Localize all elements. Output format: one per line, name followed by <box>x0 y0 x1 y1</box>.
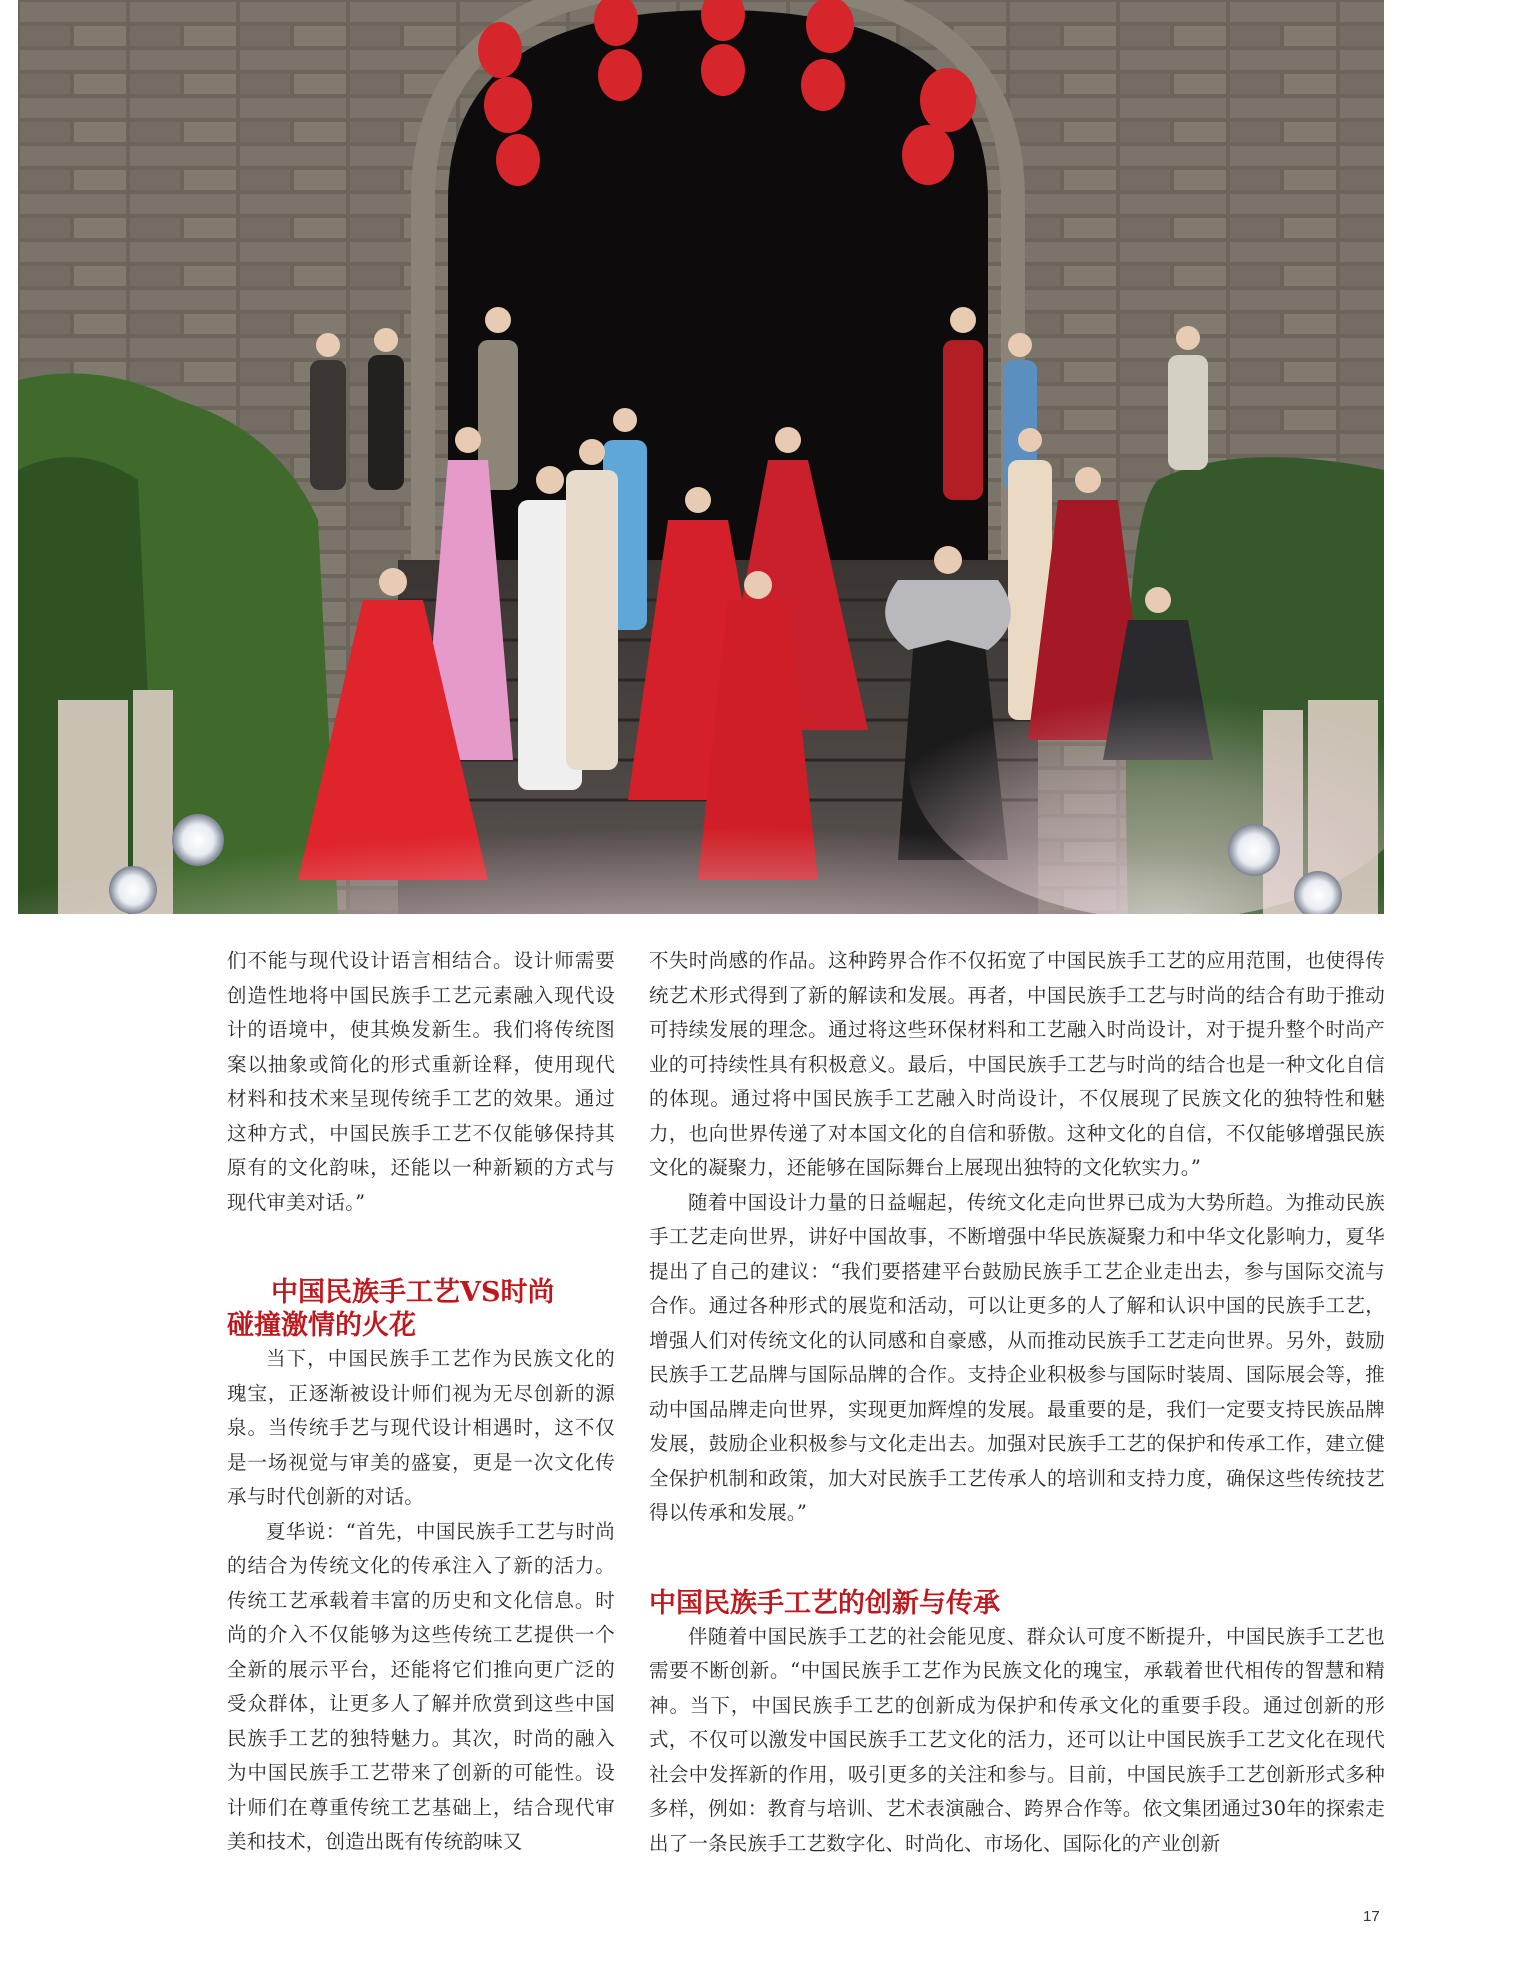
right-paragraph-2: 随着中国设计力量的日益崛起，传统文化走向世界已成为大势所趋。为推动民族手工艺走向世界，讲好中国故事，不断增强中华民族凝聚力和中华文化影响力，夏华提出了自己的建议：“我们要搭建平台鼓励民族手工艺企业走出去，参与国际交流与合作。通过各种形式的展览和活动，可以让更多的人了解和认识中国的民族手工艺，增强人们对传统文化的认同感和自豪感，从而推动民族手工艺走向世界。另外，鼓励民族手工艺品牌与国际品牌的合作。支持企业积极参与国际时装周、国际展会等，推动中国品牌走向世界，实现更加辉煌的发展。最重要的是，我们一定要支持民族品牌发展，鼓励企业积极参与文化走出去。加强对民族手工艺的保护和传承工作，建立健全保护机制和政策，加大对民族手工艺传承人的培训和支持力度，确保这些传统技艺得以传承和发展。” <box>649 1190 1385 1524</box>
page-number: 17 <box>1363 1908 1380 1925</box>
section-title-line-2: 碰撞激情的火花 <box>227 1310 416 1341</box>
section-title-line-1: 中国民族手工艺VS时尚 <box>271 1277 555 1308</box>
right-column <box>649 944 1385 1861</box>
hero-photo <box>18 0 1384 914</box>
left-paragraph-1: 们不能与现代设计语言相结合。设计师需要创造性地将中国民族手工艺元素融入现代设计的语境中，使其焕发新生。我们将传统图案以抽象或简化的形式重新诠释，使用现代材料和技术来呈现传统手工艺的效果。通过这种方式，中国民族手工艺不仅能够保持其原有的文化韵味，还能以一种新颖的方式与现代审美对话。” <box>227 949 615 1214</box>
right-paragraph-3: 伴随着中国民族手工艺的社会能见度、群众认可度不断提升，中国民族手工艺也需要不断创新。“中国民族手工艺作为民族文化的瑰宝，承载着世代相传的智慧和精神。当下，中国民族手工艺的创新成为保护和传承文化的重要手段。通过创新的形式，不仅可以激发中国民族手工艺文化的活力，还可以让中国民族手工艺文化在现代社会中发挥新的作用，吸引更多的关注和参与。目前，中国民族手工艺创新形式多种多样，例如：教育与培训、艺术表演融合、跨界合作等。依文集团通过30年的探索走出了一条民族手工艺数字化、时尚化、市场化、国际化的产业创新 <box>649 1624 1385 1855</box>
left-column <box>227 944 615 1860</box>
left-paragraph-2: 当下，中国民族手工艺作为民族文化的瑰宝，正逐渐被设计师们视为无尽创新的源泉。当传统手艺与现代设计相遇时，这不仅是一场视觉与审美的盛宴，更是一次文化传承与时代创新的对话。 <box>227 1347 615 1508</box>
section-title-innovation: 中国民族手工艺的创新与传承 <box>649 1587 1000 1619</box>
right-paragraph-1: 不失时尚感的作品。这种跨界合作不仅拓宽了中国民族手工艺的应用范围，也使得传统艺术形式得到了新的解读和发展。再者，中国民族手工艺与时尚的结合有助于推动可持续发展的理念。通过将这些环保材料和工艺融入时尚设计，对于提升整个时尚产业的可持续性具有积极意义。最后，中国民族手工艺与时尚的结合也是一种文化自信的体现。通过将中国民族手工艺融入时尚设计，不仅展现了民族文化的独特性和魅力，也向世界传递了对本国文化的自信和骄傲。这种文化的自信，不仅能够增强民族文化的凝聚力，还能够在国际舞台上展现出独特的文化软实力。” <box>649 949 1385 1179</box>
section-title-fashion <box>227 1276 615 1342</box>
left-paragraph-3: 夏华说：“首先，中国民族手工艺与时尚的结合为传统文化的传承注入了新的活力。传统工艺承载着丰富的历史和文化信息。时尚的介入不仅能够为这些传统工艺提供一个全新的展示平台，还能将它们推向更广泛的受众群体，让更多人了解并欣赏到这些中国民族手工艺的独特魅力。其次，时尚的融入为中国民族手工艺带来了创新的可能性。设计师们在尊重传统工艺基础上，结合现代审美和技术，创造出既有传统韵味又 <box>227 1519 615 1853</box>
